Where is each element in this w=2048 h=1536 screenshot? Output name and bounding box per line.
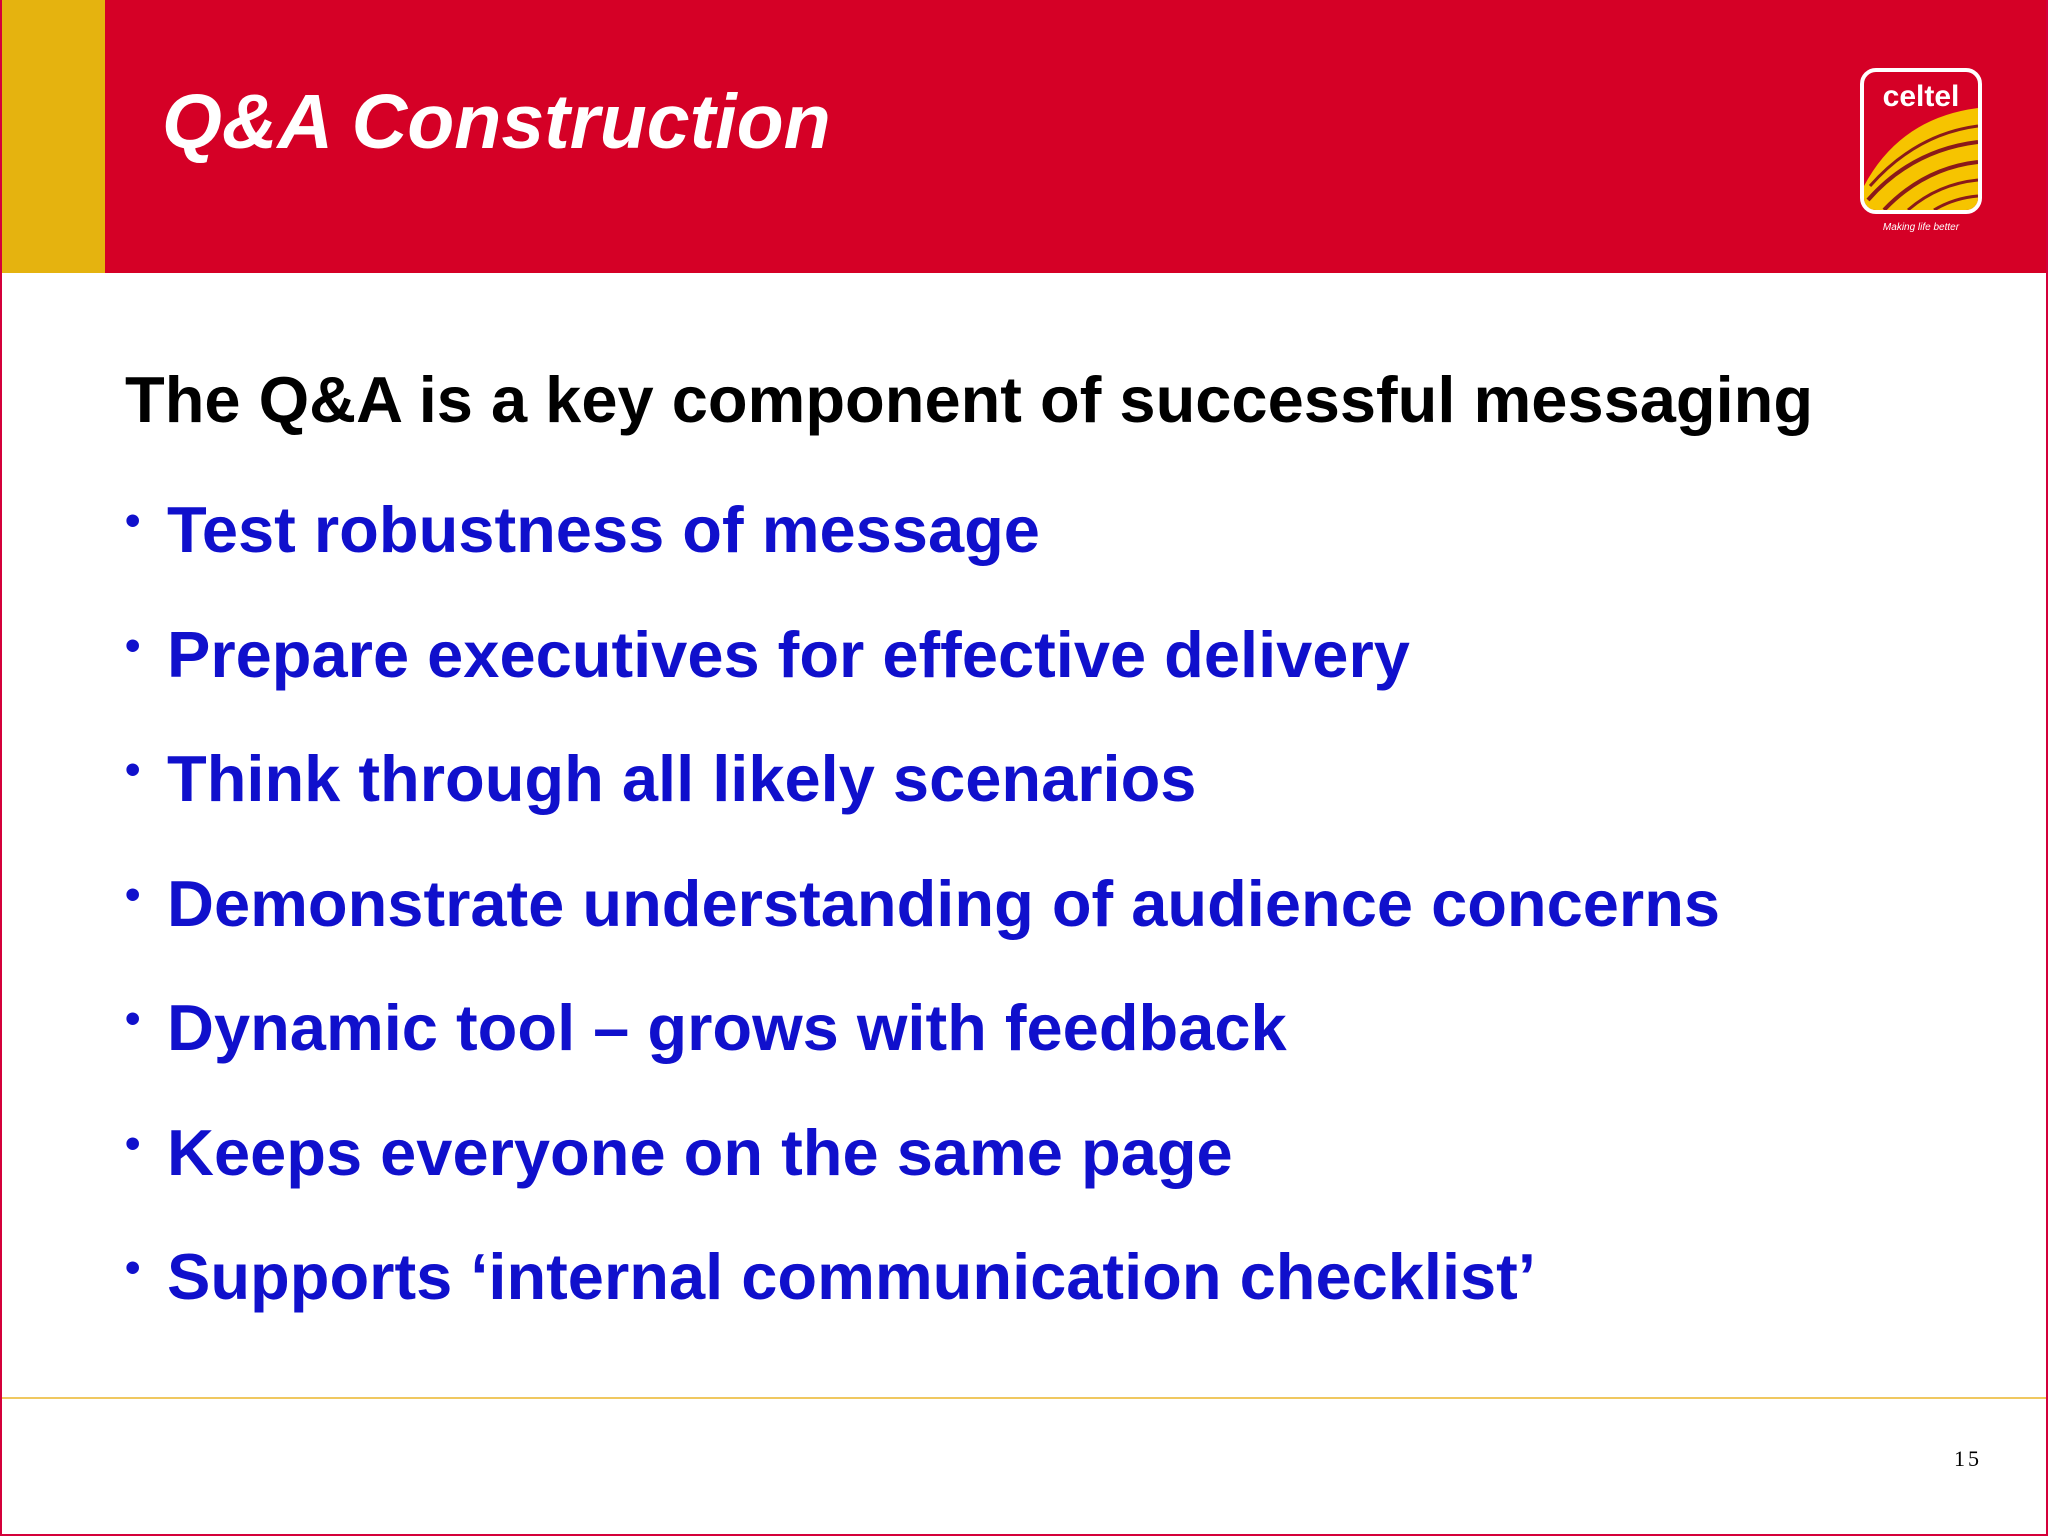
bullet-text: Think through all likely scenarios xyxy=(167,742,1197,815)
bullet-text: Supports ‘internal communication checklist’ xyxy=(167,1240,1536,1313)
bullet-text: Test robustness of message xyxy=(167,493,1040,566)
bullet-text: Keeps everyone on the same page xyxy=(167,1115,1233,1189)
accent-bar xyxy=(2,0,105,273)
bullet-text: Dynamic tool – grows with feedback xyxy=(167,991,1287,1064)
bullet-text: Prepare executives for effective delivery xyxy=(167,617,1410,691)
bullet-icon: • xyxy=(125,620,141,670)
bullet-icon: • xyxy=(125,994,141,1043)
footer-divider xyxy=(2,1397,2048,1399)
page-number: 15 xyxy=(1954,1446,1982,1471)
celtel-logo xyxy=(1860,68,1982,238)
logo-tagline: Making life better xyxy=(1882,222,1960,233)
content-heading: The Q&A is a key component of successful messaging xyxy=(125,363,1814,436)
bullet-icon: • xyxy=(125,869,141,919)
slide-title: Q&A Construction xyxy=(162,79,831,165)
logo-wordmark: celtel xyxy=(1882,80,1960,113)
bullet-icon: • xyxy=(125,745,141,794)
title-banner xyxy=(2,0,2048,273)
bullet-icon: • xyxy=(125,1243,141,1292)
bullet-icon: • xyxy=(125,1118,141,1168)
bullet-icon: • xyxy=(125,496,141,545)
bullet-text: Demonstrate understanding of audience concerns xyxy=(167,866,1721,940)
